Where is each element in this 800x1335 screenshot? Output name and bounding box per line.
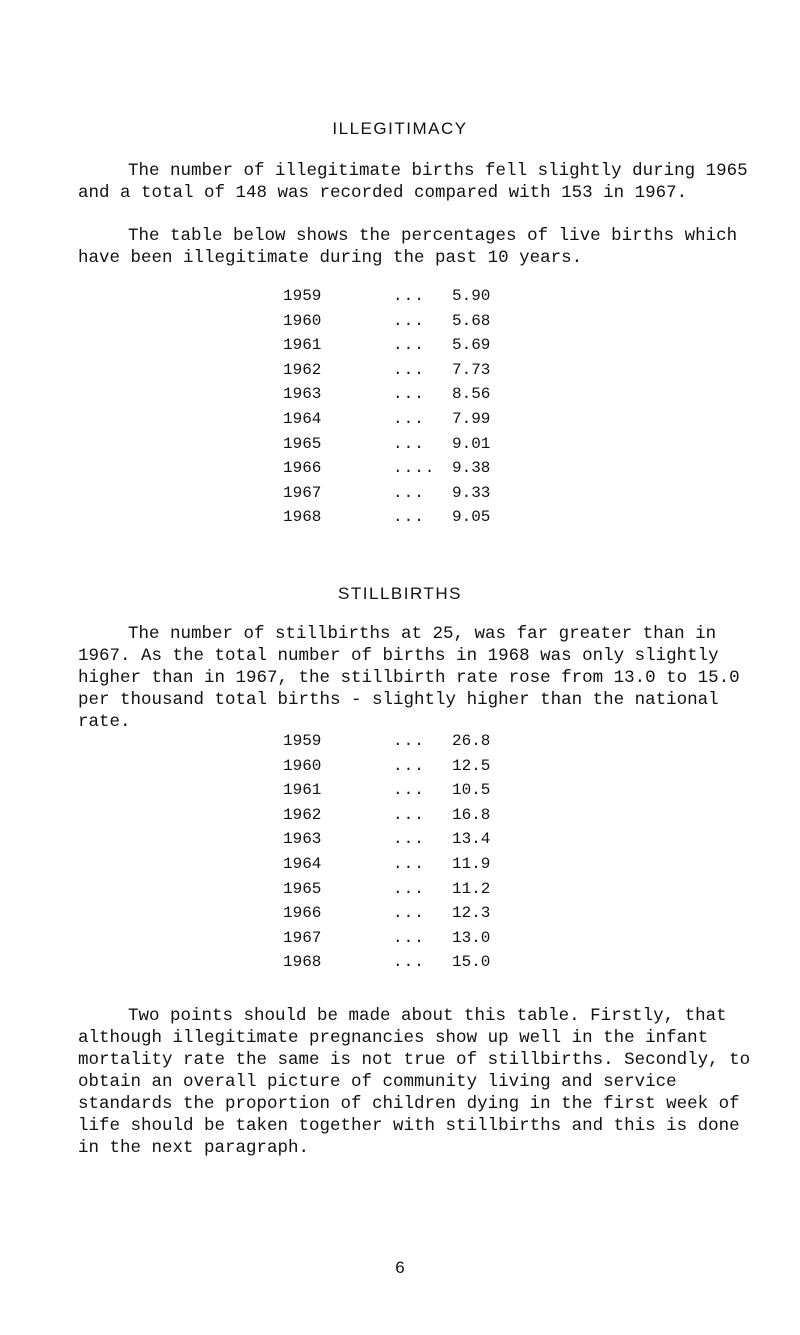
illegitimacy-value: 7.99 xyxy=(452,409,491,428)
stillbirths-dots: ... xyxy=(393,732,425,750)
illegitimacy-year: 1968 xyxy=(283,508,322,527)
stillbirths-row xyxy=(283,781,543,806)
illegitimacy-dots: ... xyxy=(393,360,425,379)
illegitimacy-row xyxy=(283,312,543,337)
illegitimacy-year: 1966 xyxy=(283,459,322,478)
stillbirths-value: 16.8 xyxy=(452,805,491,824)
stillbirths-row xyxy=(283,855,543,880)
illegitimacy-dots: ... xyxy=(393,508,425,527)
stillbirths-row xyxy=(283,757,543,782)
stillbirths-value: 26.8 xyxy=(452,732,491,750)
stillbirths-dots: ... xyxy=(393,830,425,849)
illegitimacy-dots: ... xyxy=(393,434,425,453)
stillbirths-value: 11.2 xyxy=(452,879,491,898)
illegitimacy-value: 5.90 xyxy=(452,287,491,305)
illegitimacy-value: 9.05 xyxy=(452,508,491,527)
illegitimacy-year: 1965 xyxy=(283,434,322,453)
illegitimacy-row xyxy=(283,385,543,410)
stillbirths-value: 12.3 xyxy=(452,904,491,923)
stillbirths-dots: ... xyxy=(393,953,425,972)
illegitimacy-table xyxy=(283,287,543,533)
stillbirths-value: 15.0 xyxy=(452,953,491,972)
stillbirths-value: 13.4 xyxy=(452,830,491,849)
stillbirths-dots: ... xyxy=(393,781,425,800)
stillbirths-year: 1963 xyxy=(283,830,322,849)
illegitimacy-row xyxy=(283,336,543,361)
illegitimacy-dots: ... xyxy=(393,483,425,502)
stillbirths-value: 13.0 xyxy=(452,928,491,947)
stillbirths-dots: ... xyxy=(393,756,425,775)
stillbirths-table xyxy=(283,732,543,978)
illegitimacy-dots: ... xyxy=(393,409,425,428)
illegitimacy-year: 1963 xyxy=(283,385,322,404)
stillbirths-dots: ... xyxy=(393,854,425,873)
stillbirths-year: 1965 xyxy=(283,879,322,898)
illegitimacy-value: 9.01 xyxy=(452,434,491,453)
stillbirths-year: 1966 xyxy=(283,904,322,923)
stillbirths-row xyxy=(283,904,543,929)
illegitimacy-paragraph-2: The table below shows the percentages of live births which have been illegitimate during the past 10 years. xyxy=(78,226,748,268)
stillbirths-value: 12.5 xyxy=(452,756,491,775)
illegitimacy-dots: ... xyxy=(393,311,425,330)
stillbirths-year: 1959 xyxy=(283,732,322,750)
illegitimacy-dots: .... xyxy=(393,459,436,478)
illegitimacy-dots: ... xyxy=(393,336,425,355)
illegitimacy-year: 1964 xyxy=(283,409,322,428)
illegitimacy-row xyxy=(283,361,543,386)
page-number: 6 xyxy=(395,1258,405,1277)
illegitimacy-value: 9.38 xyxy=(452,459,491,478)
stillbirths-row xyxy=(283,880,543,905)
illegitimacy-row xyxy=(283,410,543,435)
illegitimacy-year: 1961 xyxy=(283,336,322,355)
illegitimacy-value: 8.56 xyxy=(452,385,491,404)
illegitimacy-year: 1967 xyxy=(283,483,322,502)
stillbirths-year: 1967 xyxy=(283,928,322,947)
illegitimacy-value: 9.33 xyxy=(452,483,491,502)
illegitimacy-row xyxy=(283,287,543,312)
stillbirths-dots: ... xyxy=(393,879,425,898)
illegitimacy-year: 1960 xyxy=(283,311,322,330)
stillbirths-paragraph-2: Two points should be made about this table. Firstly, that although illegitimate pregnancies show up well in the infant mortality rate the same is not true of stillbirths. Secondly, to obtain an overall picture of community living and service standards the proportion of children dying in the first week of life should be taken together with stillbirths and this is done in the next paragraph. xyxy=(78,1006,761,1158)
illegitimacy-dots: ... xyxy=(393,287,425,305)
stillbirths-year: 1960 xyxy=(283,756,322,775)
illegitimacy-row xyxy=(283,508,543,533)
illegitimacy-row xyxy=(283,459,543,484)
stillbirths-row xyxy=(283,953,543,978)
illegitimacy-row xyxy=(283,484,543,509)
stillbirths-dots: ... xyxy=(393,805,425,824)
stillbirths-row xyxy=(283,929,543,954)
illegitimacy-year: 1959 xyxy=(283,287,322,305)
stillbirths-heading: STILLBIRTHS xyxy=(338,584,462,603)
illegitimacy-value: 5.69 xyxy=(452,336,491,355)
stillbirths-year: 1968 xyxy=(283,953,322,972)
illegitimacy-year: 1962 xyxy=(283,360,322,379)
stillbirths-year: 1964 xyxy=(283,854,322,873)
stillbirths-dots: ... xyxy=(393,904,425,923)
illegitimacy-value: 7.73 xyxy=(452,360,491,379)
stillbirths-year: 1962 xyxy=(283,805,322,824)
illegitimacy-dots: ... xyxy=(393,385,425,404)
stillbirths-row xyxy=(283,732,543,757)
stillbirths-row xyxy=(283,806,543,831)
stillbirths-dots: ... xyxy=(393,928,425,947)
stillbirths-paragraph-1: The number of stillbirths at 25, was far greater than in 1967. As the total number of births in 1968 was only slightly higher than in 1967, the stillbirth rate rose from 13.0 to 15.0 per thousand total births - slightly higher than the national rate. xyxy=(78,624,751,732)
stillbirths-value: 11.9 xyxy=(452,854,491,873)
stillbirths-value: 10.5 xyxy=(452,781,491,800)
illegitimacy-heading: ILLEGITIMACY xyxy=(332,119,468,138)
stillbirths-row xyxy=(283,830,543,855)
illegitimacy-paragraph-1: The number of illegitimate births fell slightly during 1965 and a total of 148 was recorded compared with 153 in 1967. xyxy=(78,161,759,203)
illegitimacy-row xyxy=(283,435,543,460)
illegitimacy-value: 5.68 xyxy=(452,311,491,330)
stillbirths-year: 1961 xyxy=(283,781,322,800)
